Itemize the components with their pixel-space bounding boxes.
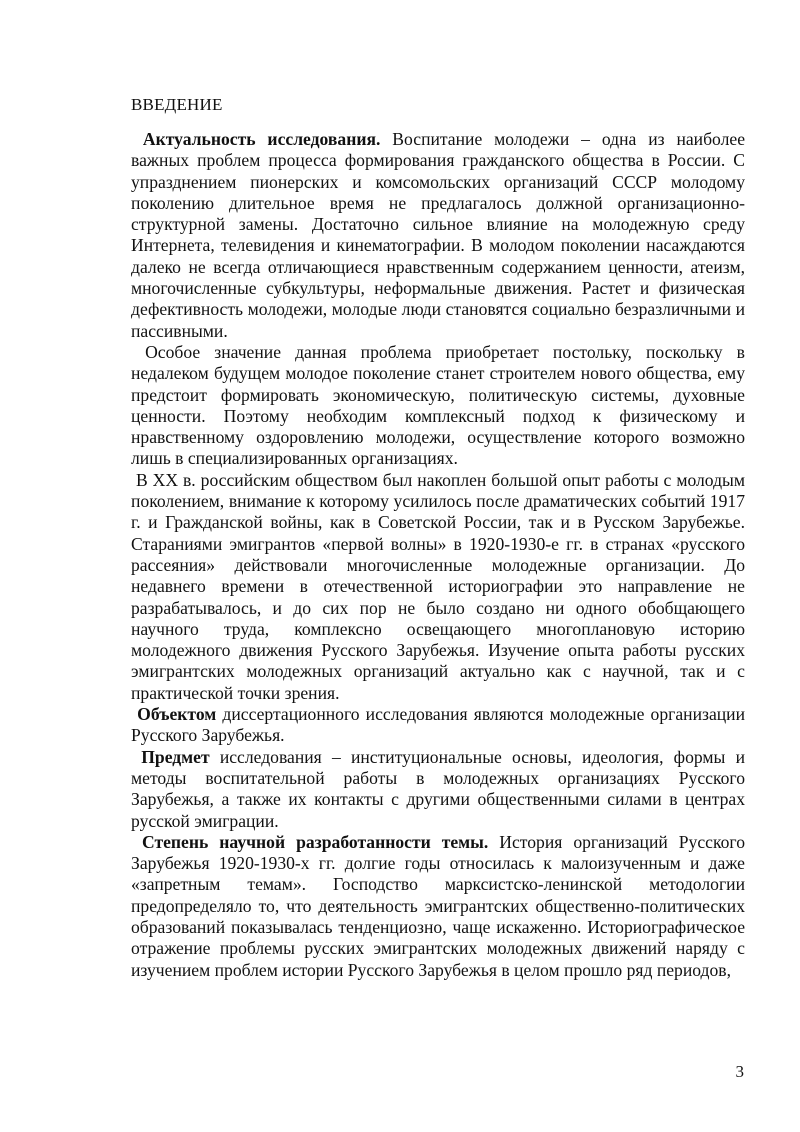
paragraph-relevance — [131, 129, 745, 342]
paragraph-text: исследования – институциональные основы, идеология, формы и методы воспитательной работы в молодежных организациях Русского Зарубежья, а также их контакты с другими общественными силами в центрах русской эмиграции. — [131, 746, 745, 831]
paragraph-text: диссертационного исследования являются молодежные организации Русского Зарубежья. — [131, 704, 745, 746]
document-page — [131, 92, 745, 981]
section-heading: ВВЕДЕНИЕ — [131, 95, 223, 114]
paragraph-lead: Актуальность исследования. — [142, 129, 381, 149]
page-number: 3 — [735, 1062, 744, 1081]
paragraph-lead: Предмет — [141, 746, 210, 767]
paragraph-subject — [131, 747, 745, 832]
paragraph-significance — [131, 342, 745, 470]
paragraph-lead: Степень научной разработанности темы. — [141, 831, 489, 852]
paragraph-text: Воспитание молодежи – одна из наиболее важных проблем процесса формирования гражданского общества в России. С упразднением пионерских и комсомольских организаций СССР молодому поколению длительное время не предлагалось должной организационно-структурной замены. Достаточно сильное влияние на молодежную среду Интернета, телевидения и кинематографии. В молодом поколении насаждаются далеко не всегда отличающиеся нравственным содержанием ценности, атеизм, многочисленные субкультуры, неформальные движения. Растет и физическая дефективность молодежи, молодые люди становятся социально безразличными и пассивными. — [131, 129, 746, 341]
paragraph-research-degree — [131, 832, 745, 981]
paragraph-lead: Объектом — [137, 704, 217, 725]
paragraph-text: В XX в. российским обществом был накоплен большой опыт работы с молодым поколением, внимание к которому усилилось после драматических событий 1917 г. и Гражданской войны, как в Советской России, так и в Русском Зарубежье. Стараниями эмигрантов «первой волны» в 1920-1930-е гг. в странах «русского рассеяния» действовали многочисленные молодежные организации. До недавнего времени в отечественной историографии это направление не разрабатывалось, и до сих пор не было создано ни одного обобщающего научного труда, комплексно освещающего многоплановую историю молодежного движения Русского Зарубежья. Изучение опыта работы русских эмигрантских молодежных организаций актуально как с научной, так и с практической точки зрения. — [131, 469, 745, 703]
paragraph-text: Особое значение данная проблема приобретает постольку, поскольку в недалеком будущем молодое поколение станет строителем нового общества, ему предстоит формировать экономическую, политическую системы, духовные ценности. Поэтому необходим комплексный подход к физическому и нравственному оздоровлению молодежи, осуществление которого возможно лишь в специализированных организациях. — [131, 341, 745, 469]
paragraph-object — [131, 704, 745, 747]
paragraph-experience — [131, 470, 745, 704]
paragraph-text: История организаций Русского Зарубежья 1920-1930-х гг. долгие годы относилась к малоизученным и даже «запретным темам». Господство марксистско-ленинской методологии предопределяло то, что деятельность эмигрантских общественно-политических образований показывалась тенденциозно, чаще искаженно. Историографическое отражение проблемы русских эмигрантских молодежных движений наряду с изучением проблем истории Русского Зарубежья в целом прошло ряд периодов, — [131, 831, 745, 980]
